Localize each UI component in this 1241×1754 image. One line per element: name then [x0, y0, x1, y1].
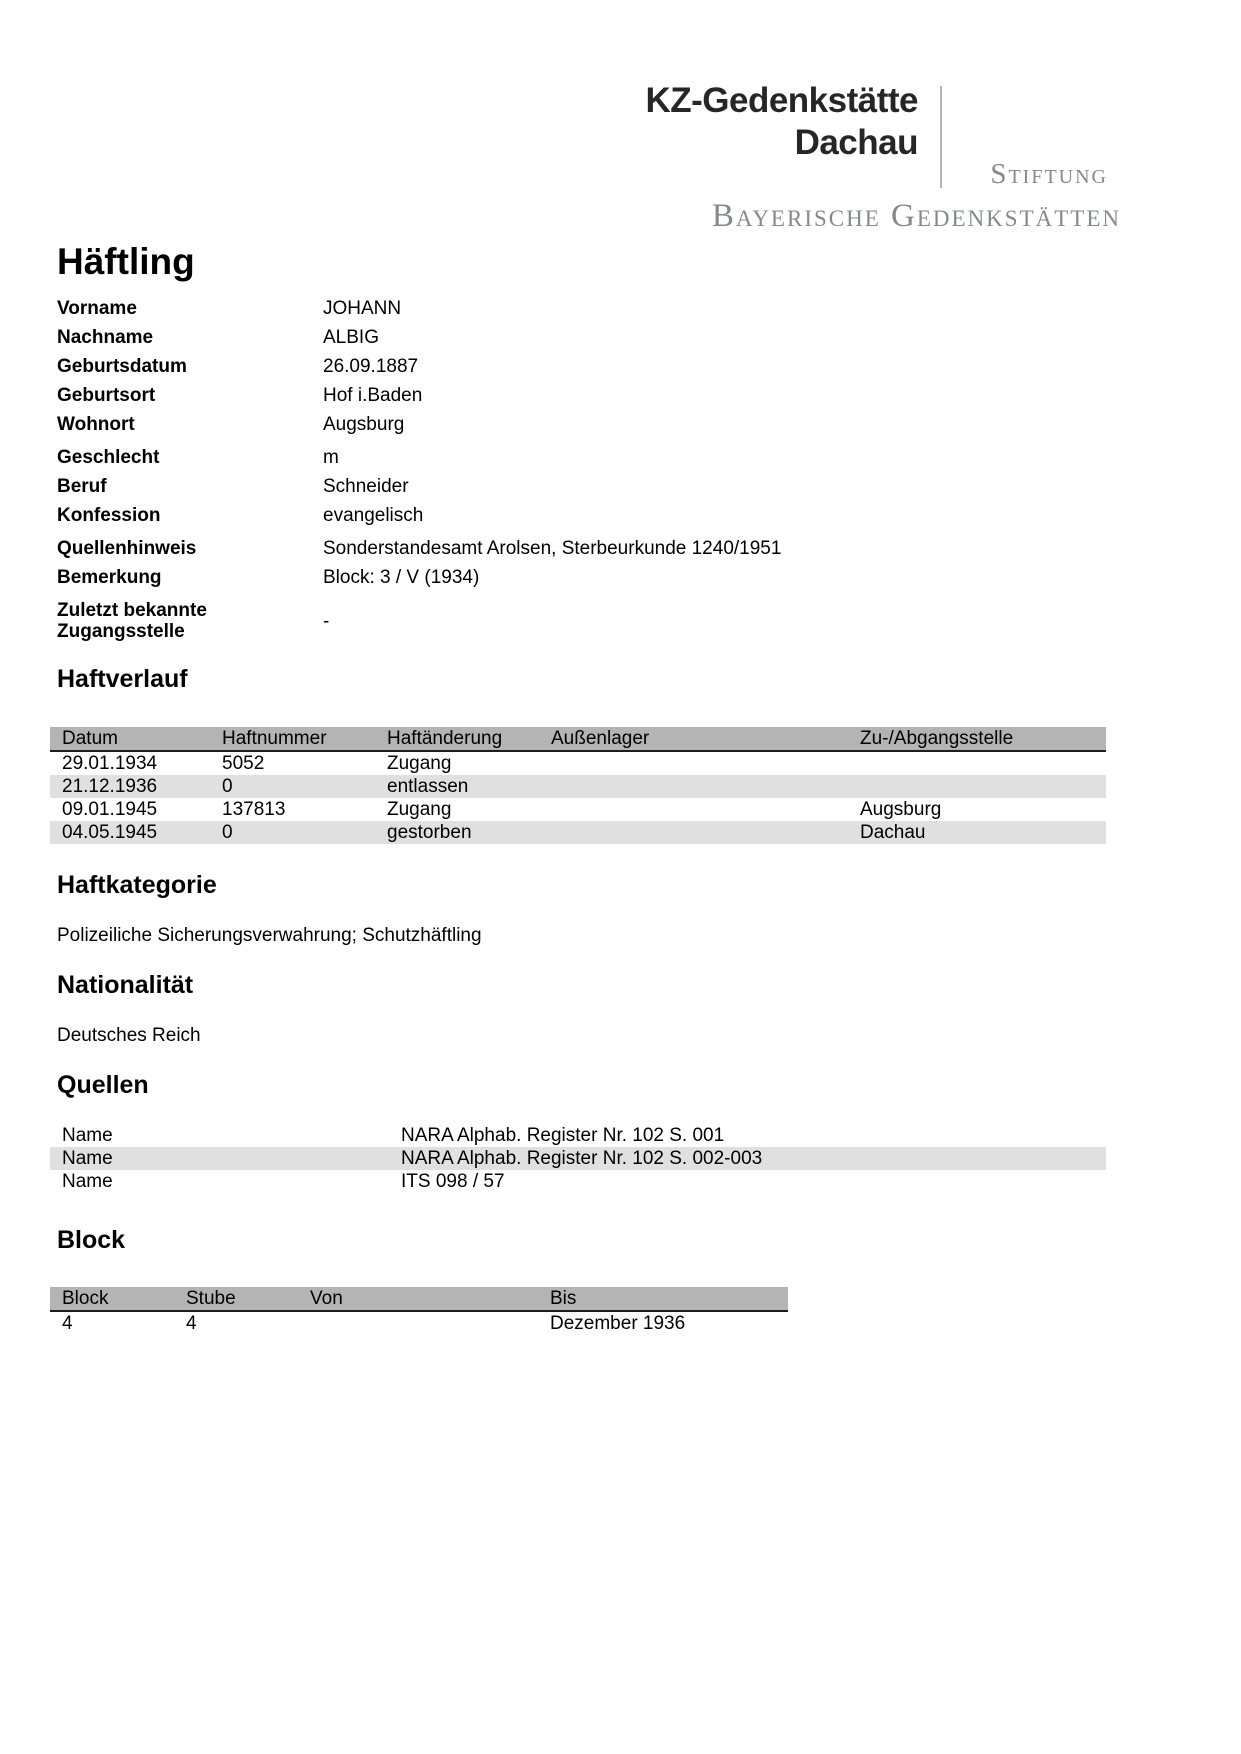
table-cell: Dachau	[860, 822, 926, 843]
field-row-nachname	[57, 327, 1241, 348]
table-cell: 5052	[222, 753, 265, 774]
foundation-stiftung: Stiftung	[990, 158, 1108, 190]
foundation-bayerische: Bayerische Gedenkstätten	[711, 198, 1121, 234]
column-header-haftaenderung: Haftänderung	[387, 728, 503, 749]
field-row-wohnort	[57, 414, 1241, 435]
memorial-logo	[523, 80, 1123, 250]
quellen-list	[50, 1124, 1106, 1193]
field-value: Schneider	[323, 476, 409, 497]
quellen-value: ITS 098 / 57	[401, 1171, 505, 1192]
field-value: Augsburg	[323, 414, 405, 435]
table-row	[50, 1312, 788, 1335]
table-row	[50, 821, 1106, 844]
table-cell	[539, 775, 848, 798]
table-cell: entlassen	[387, 776, 469, 797]
table-cell: Zugang	[387, 753, 452, 774]
quellen-row	[50, 1147, 1106, 1170]
logo-line-kz: KZ-Gedenkstätte	[645, 81, 918, 120]
table-cell: 4	[186, 1313, 197, 1334]
column-header-zu-abgangsstelle: Zu-/Abgangsstelle	[860, 728, 1014, 749]
field-value: 26.09.1887	[323, 356, 419, 377]
field-label: Quellenhinweis	[57, 538, 197, 559]
field-value: JOHANN	[323, 298, 402, 319]
field-value: ALBIG	[323, 327, 379, 348]
field-row-geschlecht	[57, 447, 1241, 468]
table-cell: 0	[222, 776, 233, 797]
table-cell: gestorben	[387, 822, 472, 843]
field-label: Wohnort	[57, 414, 135, 435]
field-value: evangelisch	[323, 505, 424, 526]
block-table	[50, 1287, 788, 1335]
table-row	[50, 798, 1106, 821]
table-cell	[539, 752, 848, 775]
quellen-value: NARA Alphab. Register Nr. 102 S. 002-003	[401, 1148, 763, 1169]
table-cell	[539, 821, 848, 844]
field-row-geburtsdatum	[57, 356, 1241, 377]
table-cell: Augsburg	[860, 799, 942, 820]
person-fields	[57, 298, 1241, 642]
table-cell: 0	[222, 822, 233, 843]
field-label: Zuletzt bekannte Zugangsstelle	[57, 600, 207, 642]
table-cell: 29.01.1934	[62, 753, 158, 774]
table-cell	[848, 752, 1106, 775]
field-label: Geschlecht	[57, 447, 160, 468]
haftkategorie-text: Polizeiliche Sicherungsverwahrung; Schutzhäftling	[57, 925, 482, 946]
nationalitaet-text: Deutsches Reich	[57, 1025, 201, 1046]
field-label: Konfession	[57, 505, 161, 526]
field-label: Geburtsort	[57, 385, 156, 406]
field-row-quellenhinweis	[57, 538, 1241, 559]
column-header-aussenlager: Außenlager	[551, 728, 650, 749]
quellen-value: NARA Alphab. Register Nr. 102 S. 001	[401, 1125, 725, 1146]
table-cell	[848, 775, 1106, 798]
section-heading-haftverlauf: Haftverlauf	[57, 665, 188, 693]
table-cell	[298, 1312, 538, 1335]
logo-name	[645, 80, 918, 164]
haftverlauf-table	[50, 727, 1106, 844]
column-header-bis: Bis	[550, 1288, 577, 1309]
field-value: m	[323, 447, 339, 468]
page-title: Häftling	[57, 241, 195, 282]
quellen-label: Name	[62, 1125, 113, 1146]
quellen-row	[50, 1124, 1106, 1147]
block-header-row	[50, 1287, 788, 1312]
logo-divider	[940, 86, 942, 188]
field-label: Vorname	[57, 298, 137, 319]
table-cell	[539, 798, 848, 821]
field-label: Bemerkung	[57, 567, 162, 588]
field-row-zugangsstelle	[57, 600, 1241, 642]
field-value: Hof i.Baden	[323, 385, 423, 406]
field-label: Nachname	[57, 327, 154, 348]
haftverlauf-header-row	[50, 727, 1106, 752]
table-cell: Dezember 1936	[550, 1313, 686, 1334]
field-row-bemerkung	[57, 567, 1241, 588]
field-value: -	[323, 610, 330, 632]
field-row-geburtsort	[57, 385, 1241, 406]
column-header-von: Von	[310, 1288, 343, 1309]
column-header-haftnummer: Haftnummer	[222, 728, 327, 749]
section-heading-quellen: Quellen	[57, 1071, 149, 1099]
column-header-datum: Datum	[62, 728, 118, 749]
field-row-beruf	[57, 476, 1241, 497]
quellen-row	[50, 1170, 1106, 1193]
table-row	[50, 752, 1106, 775]
table-cell: 4	[62, 1313, 73, 1334]
field-row-vorname	[57, 298, 1241, 319]
section-heading-nationalitaet: Nationalität	[57, 971, 194, 999]
field-row-konfession	[57, 505, 1241, 526]
field-value: Block: 3 / V (1934)	[323, 567, 480, 588]
table-cell: 137813	[222, 799, 286, 820]
logo-line-dachau: Dachau	[794, 123, 918, 162]
section-heading-haftkategorie: Haftkategorie	[57, 871, 217, 899]
table-row	[50, 775, 1106, 798]
column-header-stube: Stube	[186, 1288, 236, 1309]
section-heading-block: Block	[57, 1226, 126, 1254]
field-label: Beruf	[57, 476, 107, 497]
table-cell: Zugang	[387, 799, 452, 820]
field-label: Geburtsdatum	[57, 356, 187, 377]
quellen-label: Name	[62, 1148, 113, 1169]
table-cell: 09.01.1945	[62, 799, 158, 820]
table-cell: 04.05.1945	[62, 822, 158, 843]
field-value: Sonderstandesamt Arolsen, Sterbeurkunde 1240/1951	[323, 538, 782, 559]
column-header-block: Block	[62, 1288, 109, 1309]
table-cell: 21.12.1936	[62, 776, 158, 797]
quellen-label: Name	[62, 1171, 113, 1192]
